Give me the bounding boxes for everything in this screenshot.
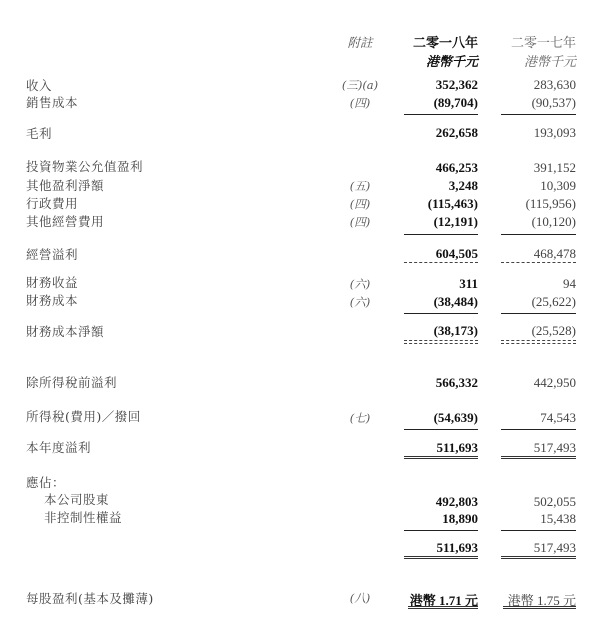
subtotal-rule: [404, 313, 478, 314]
row-value-prior: (90,537): [531, 95, 576, 110]
row-value-prior: 391,152: [533, 160, 576, 175]
row-value-prior: 15,438: [540, 511, 576, 526]
dashed-rule: [501, 262, 576, 263]
row-value-prior: (115,956): [525, 196, 576, 211]
subtotal-rule: [501, 114, 576, 115]
row-label-finance-costs: 財務成本: [26, 293, 79, 308]
prior-unit-header: 港幣千元: [523, 55, 576, 70]
row-value-current: 352,362: [435, 77, 478, 92]
current-year-header: 二零一八年: [412, 36, 478, 51]
row-label-income-tax: 所得稅(費用)／撥回: [26, 409, 141, 424]
dashed-rule: [404, 262, 478, 263]
row-value-prior: 517,493: [533, 540, 576, 555]
subtotal-rule: [501, 313, 576, 314]
row-label-other-gains: 其他盈利淨額: [26, 178, 105, 193]
row-value-current: 604,505: [435, 246, 478, 261]
row-value-current: 511,693: [436, 540, 478, 555]
row-label-net-finance-costs: 財務成本淨額: [26, 324, 105, 339]
row-label-other-operating-expenses: 其他經營費用: [26, 214, 105, 229]
row-note: (五): [349, 179, 371, 193]
subtotal-rule: [404, 530, 478, 531]
double-rule: [404, 456, 478, 459]
row-label-operating-profit: 經營溢利: [26, 247, 79, 262]
row-label-gross-profit: 毛利: [26, 126, 53, 141]
row-value-prior: 港幣 1.75 元: [507, 593, 576, 608]
row-value-current: (38,173): [433, 323, 478, 338]
row-value-prior: 10,309: [540, 178, 576, 193]
row-value-current: (115,463): [427, 196, 478, 211]
subtotal-rule: [404, 429, 478, 430]
row-value-current: 566,332: [435, 375, 478, 390]
row-note: (三)(a): [341, 78, 379, 92]
row-value-current: (12,191): [433, 214, 478, 229]
row-note: (四): [349, 215, 371, 229]
row-value-prior: 74,543: [540, 410, 576, 425]
double-dashed-rule: [404, 340, 478, 344]
row-value-prior: 193,093: [533, 125, 576, 140]
row-label-revenue: 收入: [26, 78, 53, 93]
row-value-prior: (25,528): [531, 323, 576, 338]
row-value-current: 311: [459, 276, 478, 291]
row-value-current: (38,484): [433, 294, 478, 309]
subtotal-rule: [501, 429, 576, 430]
subtotal-rule: [501, 530, 576, 531]
row-note: (六): [349, 277, 371, 291]
row-label-profit-before-tax: 除所得稅前溢利: [26, 375, 118, 390]
row-label-equity-holders: 本公司股東: [44, 492, 110, 507]
row-value-current: 492,803: [435, 494, 478, 509]
row-note: (六): [349, 295, 371, 309]
row-value-current: 3,248: [448, 178, 478, 193]
prior-year-header: 二零一七年: [510, 36, 576, 51]
notes-column-header: 附註: [347, 35, 373, 50]
double-dashed-rule: [501, 340, 576, 344]
row-value-current: (89,704): [433, 95, 478, 110]
double-rule: [408, 606, 478, 609]
row-value-current: 262,658: [435, 125, 478, 140]
row-label-earnings-per-share: 每股盈利(基本及攤薄): [26, 591, 154, 606]
row-note: (八): [349, 591, 371, 605]
row-value-prior: 502,055: [533, 494, 576, 509]
double-rule: [501, 556, 576, 559]
row-value-prior: 94: [563, 276, 576, 291]
subtotal-rule: [404, 114, 478, 115]
row-label-cost-of-sales: 銷售成本: [26, 95, 79, 110]
row-value-prior: 517,493: [533, 440, 576, 455]
row-value-prior: 468,478: [533, 246, 576, 261]
row-value-prior: (10,120): [531, 214, 576, 229]
row-label-profit-for-year: 本年度溢利: [26, 440, 92, 455]
row-value-prior: (25,622): [531, 294, 576, 309]
current-unit-header: 港幣千元: [425, 55, 478, 70]
row-value-current: 港幣 1.71 元: [409, 593, 478, 608]
row-note: (四): [349, 96, 371, 110]
double-rule: [503, 606, 576, 609]
row-label-non-controlling-interests: 非控制性權益: [44, 510, 123, 525]
double-rule: [501, 456, 576, 459]
row-label-admin-expenses: 行政費用: [26, 196, 79, 211]
double-rule: [404, 556, 478, 559]
row-note: (四): [349, 197, 371, 211]
row-value-current: 466,253: [435, 160, 478, 175]
row-value-current: 511,693: [436, 440, 478, 455]
subtotal-rule: [404, 234, 478, 235]
row-label-investment-property-gain: 投資物業公允值盈利: [26, 159, 144, 174]
subtotal-rule: [501, 234, 576, 235]
row-note: (七): [349, 411, 371, 425]
row-value-prior: 283,630: [533, 77, 576, 92]
row-label-attributable-to: 應佔：: [26, 475, 66, 490]
row-value-current: 18,890: [442, 511, 478, 526]
row-value-prior: 442,950: [533, 375, 576, 390]
row-value-current: (54,639): [433, 410, 478, 425]
row-label-finance-income: 財務收益: [26, 275, 79, 290]
